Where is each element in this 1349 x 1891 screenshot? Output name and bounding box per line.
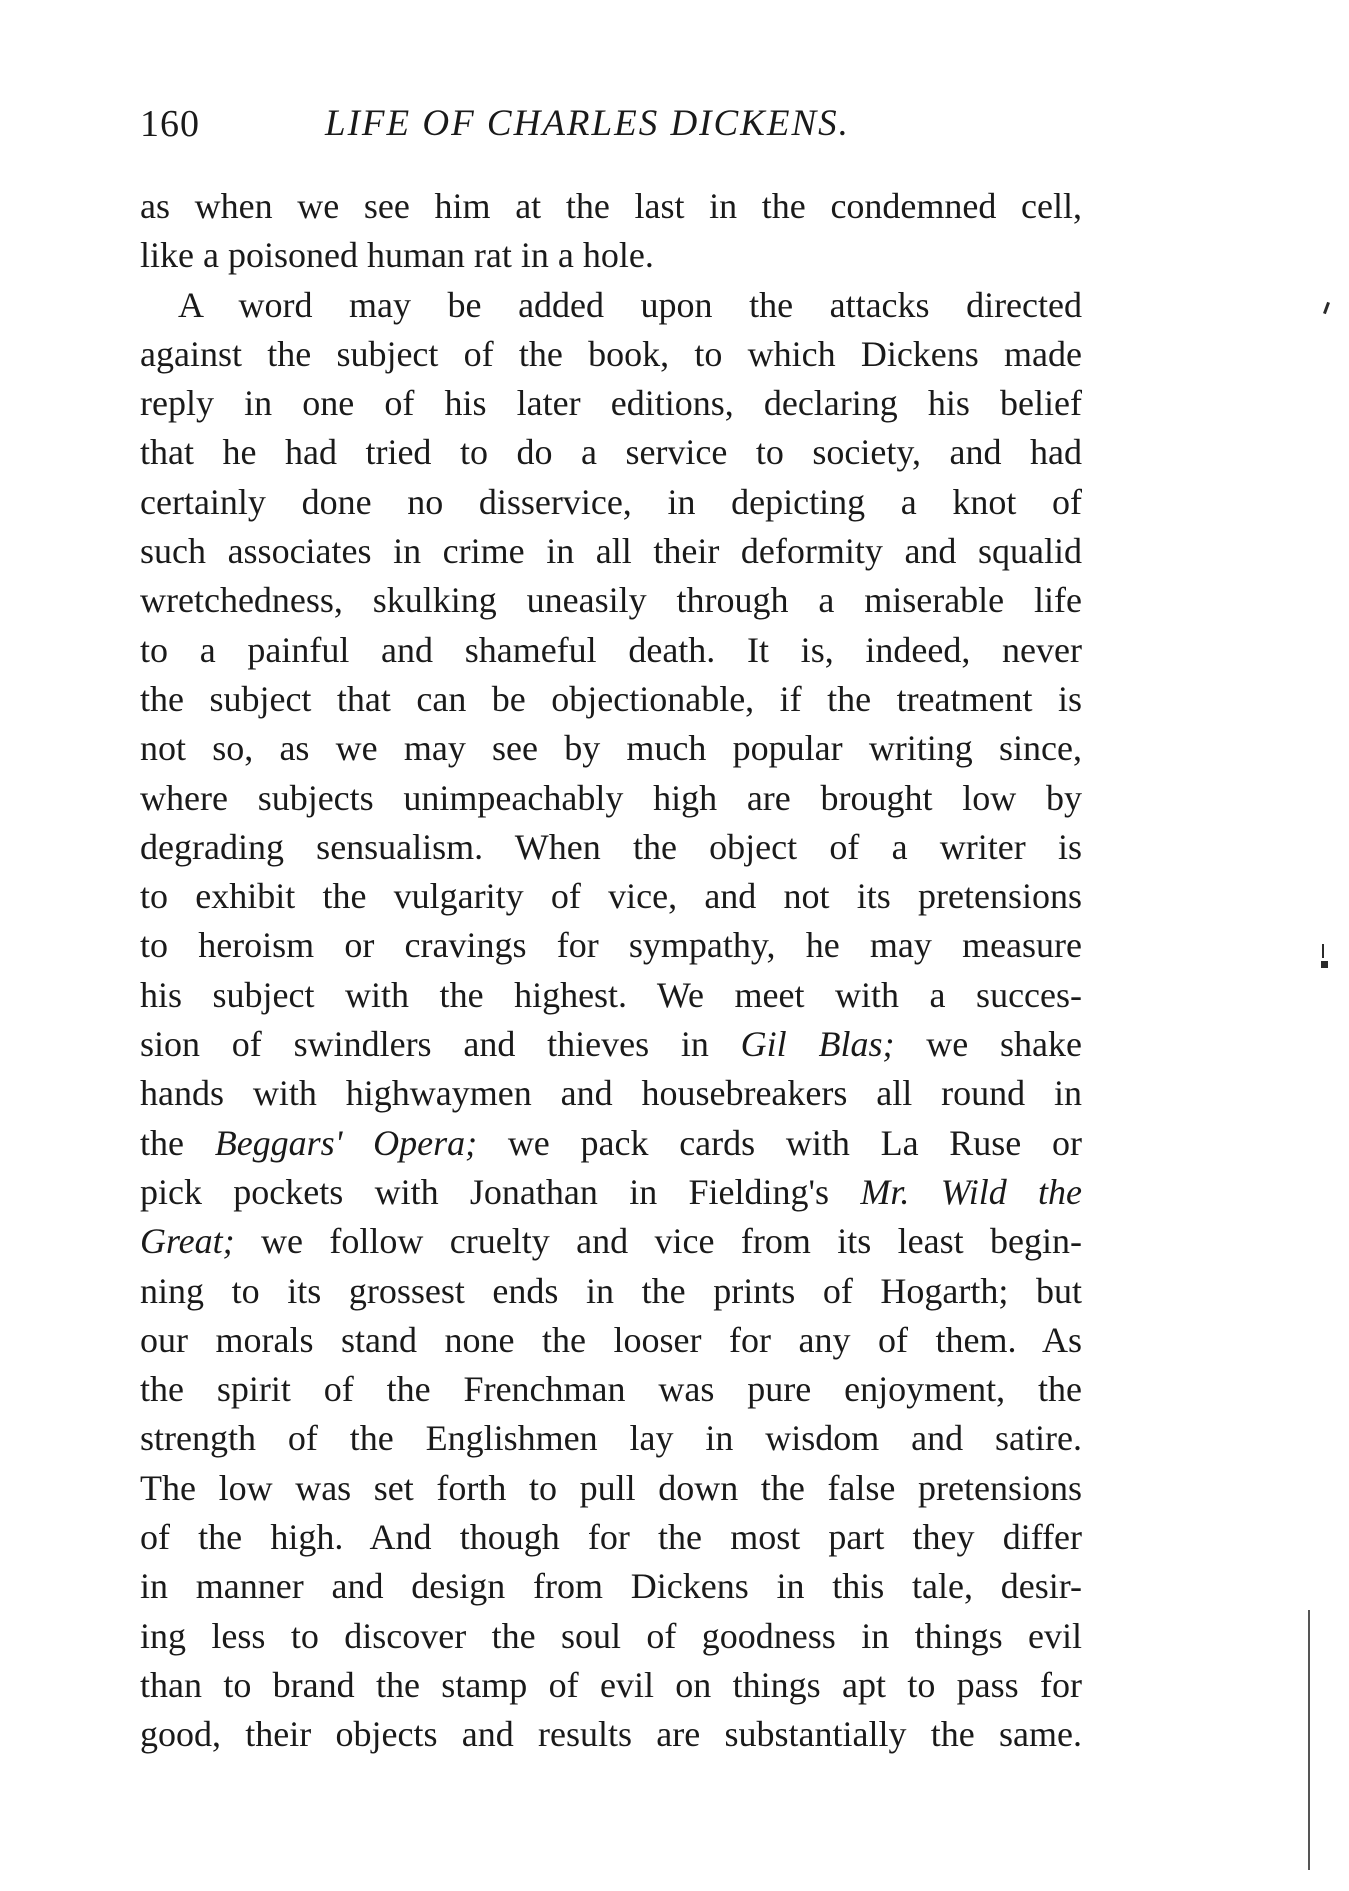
text-line: hands with highwaymen and housebreakers all round in [140,1073,1082,1114]
text-line: to heroism or cravings for sympathy, he may measure [140,925,1082,966]
text-line: the subject that can be objectionable, if the treatment is [140,678,1082,719]
text-line: good, their objects and results are substantially the same. [140,1714,1082,1755]
page-header [140,102,1080,152]
page-number: 160 [140,103,200,145]
text-line: The low was set forth to pull down the false pretensions [140,1467,1082,1508]
text-segment: we pack cards with La Ruse or [477,1122,1082,1163]
text-line: that he had tried to do a service to society, and had [140,432,1082,473]
italic-title: Great; [140,1221,235,1262]
text-line: than to brand the stamp of evil on things apt to pass for [140,1664,1082,1705]
text-line: our morals stand none the looser for any of them. As [140,1319,1082,1360]
text-line [140,1217,1082,1266]
text-line: against the subject of the book, to which Dickens made [140,333,1082,374]
text-line [140,1168,1082,1217]
text-line [140,1020,1082,1069]
italic-title: Beggars' Opera; [214,1122,478,1163]
text-line: the spirit of the Frenchman was pure enjoyment, the [140,1369,1082,1410]
text-line: his subject with the highest. We meet with a succes- [140,974,1082,1015]
text-line [140,1119,1082,1168]
text-line: wretchedness, skulking uneasily through a miserable life [140,580,1082,621]
text-line: strength of the Englishmen lay in wisdom and satire. [140,1418,1082,1459]
text-line: as when we see him at the last in the condemned cell, [140,186,1082,226]
text-line: reply in one of his later editions, declaring his belief [140,383,1082,424]
text-line: A word may be added upon the attacks directed [178,284,1082,325]
margin-rule [1308,1610,1310,1870]
text-line: in manner and design from Dickens in this tale, desir- [140,1566,1082,1607]
margin-speck [1321,961,1328,968]
text-line: of the high. And though for the most part they differ [140,1517,1082,1558]
text-line: ning to its grossest ends in the prints of Hogarth; but [140,1270,1082,1311]
text-line: like a poisoned human rat in a hole. [140,235,654,276]
text-line: to exhibit the vulgarity of vice, and not its pretensions [140,876,1082,917]
text-line: such associates in crime in all their deformity and squalid [140,531,1082,572]
text-line: degrading sensualism. When the object of a writer is [140,826,1082,867]
text-line: ing less to discover the soul of goodness in things evil [140,1615,1082,1656]
text-segment: pick pockets with Jonathan in Fielding's [140,1171,861,1212]
margin-speck [1323,302,1330,314]
running-title: LIFE OF CHARLES DICKENS. [325,103,850,144]
text-segment: the [140,1122,215,1163]
text-line: where subjects unimpeachably high are brought low by [140,777,1082,818]
text-line: to a painful and shameful death. It is, indeed, never [140,629,1082,670]
italic-title: Gil Blas; [740,1024,895,1065]
text-line: not so, as we may see by much popular writing since, [140,728,1082,769]
italic-title: Mr. Wild the [860,1171,1082,1212]
text-segment: sion of swindlers and thieves in [140,1024,741,1065]
text-segment: we follow cruelty and vice from its least begin- [234,1221,1082,1262]
margin-speck [1322,944,1324,958]
text-segment: we shake [894,1024,1082,1065]
text-line: certainly done no disservice, in depicting a knot of [140,481,1082,522]
body-text [140,182,1082,1760]
